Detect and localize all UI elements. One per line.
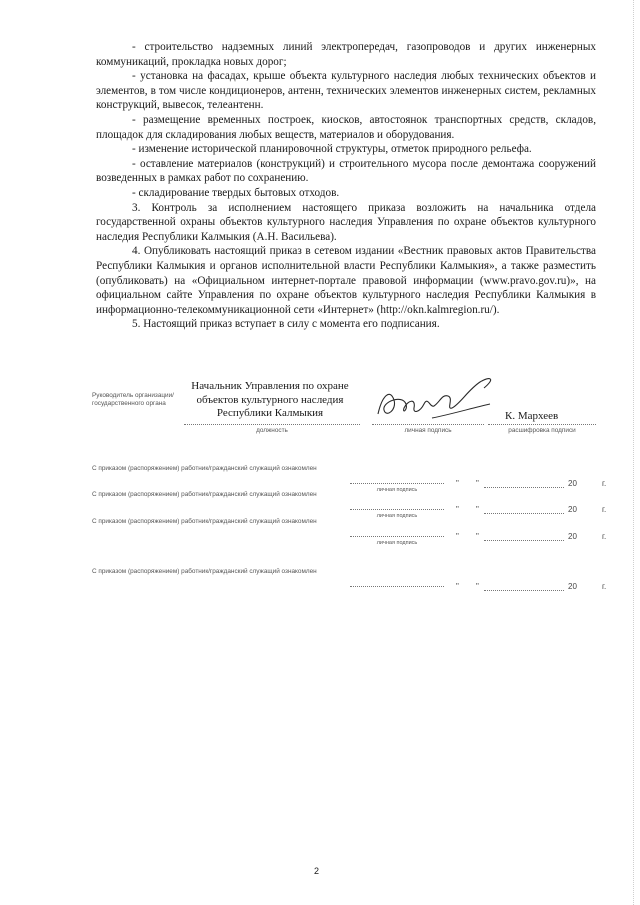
- page-number: 2: [314, 866, 320, 876]
- acknowledgement-label: С приказом (распоряжением) работник/гражданский служащий ознакомлен: [92, 465, 317, 472]
- ack-quote-close: ": [476, 582, 479, 591]
- handwritten-signature-icon: [372, 374, 502, 426]
- ack-year-suffix: г.: [602, 532, 607, 541]
- order-body-text: [96, 40, 596, 332]
- name-caption: расшифровка подписи: [508, 427, 576, 434]
- acknowledgement-row: [92, 568, 612, 598]
- signer-position: Начальник Управления по охране объектов культурного наследия Республики Калмыкия: [191, 380, 349, 419]
- ack-quote-close: ": [476, 505, 479, 514]
- ack-signature-line: [350, 586, 444, 587]
- ack-month-line: [484, 590, 564, 591]
- clause-4: 4. Опубликовать настоящий приказ в сетевом издании «Вестник правовых актов Правительства Республики Калмыкия и органов исполнительной власти Республики Калмыкия», а также разместить (опубликовать) на «Официальном интернет-портале правовой информации (www.pravo.gov.ru)», на официальном сайте Управления по охране объектов культурного наследия Республики Калмыкия в информационно-телекоммуникационной сети «Интернет» (http://okn.kalmregion.ru/).: [96, 245, 596, 316]
- acknowledgement-label: С приказом (распоряжением) работник/гражданский служащий ознакомлен: [92, 568, 317, 575]
- name-line: [488, 424, 596, 425]
- restriction-item-5: - оставление материалов (конструкций) и строительного мусора после демонтажа сооружений возведенных в рамках работ по сохранению.: [96, 157, 596, 185]
- ack-month-line: [484, 513, 564, 514]
- position-caption: должность: [256, 427, 288, 434]
- ack-quote-close: ": [476, 479, 479, 488]
- ack-year-suffix: г.: [602, 479, 607, 488]
- ack-signature-caption: личная подпись: [376, 513, 418, 519]
- restriction-item-3: - размещение временных построек, киосков, автостоянок транспортных средств, складов, площадок для складирования любых веществ, материалов и оборудования.: [96, 113, 596, 141]
- ack-year: 20: [568, 582, 577, 591]
- signature-line: [372, 424, 484, 425]
- ack-quote-open: ": [456, 479, 459, 488]
- ack-quote-open: ": [456, 505, 459, 514]
- ack-signature-line: [350, 509, 444, 510]
- restriction-item-1: - строительство надземных линий электропередач, газопроводов и других инженерных коммуникаций, прокладка новых дорог;: [96, 41, 596, 68]
- position-line: [184, 424, 360, 425]
- signer-name: К. Мархеев: [505, 410, 559, 422]
- ack-signature-line: [350, 536, 444, 537]
- signature-block: [0, 380, 640, 440]
- clause-3: 3. Контроль за исполнением настоящего приказа возложить на начальника отдела государственной охраны объектов культурного наследия Управления по охране объектов культурного наследия Республики Калмыкия (А.Н. Васильева).: [96, 201, 596, 243]
- ack-year-suffix: г.: [602, 505, 607, 514]
- ack-year-suffix: г.: [602, 582, 607, 591]
- acknowledgement-label: С приказом (распоряжением) работник/гражданский служащий ознакомлен: [92, 518, 317, 525]
- signer-role-caption: Руководитель организации/государственного органа: [92, 392, 174, 407]
- ack-signature-line: [350, 483, 444, 484]
- ack-year: 20: [568, 479, 577, 488]
- ack-month-line: [484, 540, 564, 541]
- ack-signature-caption: личная подпись: [376, 487, 418, 493]
- acknowledgement-row: [92, 518, 612, 548]
- ack-year: 20: [568, 505, 577, 514]
- signature-caption: личная подпись: [404, 427, 452, 434]
- ack-signature-caption: личная подпись: [376, 540, 418, 546]
- clause-5: 5. Настоящий приказ вступает в силу с момента его подписания.: [132, 318, 440, 331]
- restriction-item-4: - изменение исторической планировочной структуры, отметок природного рельефа.: [132, 143, 532, 156]
- ack-quote-open: ": [456, 582, 459, 591]
- acknowledgement-label: С приказом (распоряжением) работник/гражданский служащий ознакомлен: [92, 491, 317, 498]
- ack-year: 20: [568, 532, 577, 541]
- restriction-item-6: - складирование твердых бытовых отходов.: [132, 186, 340, 199]
- restriction-item-2: - установка на фасадах, крыше объекта культурного наследия любых технических объектов и элементов, в том числе кондиционеров, антенн, технических элементов инженерных систем, рекламных конструкций, вывесок, телеантенн.: [96, 70, 596, 112]
- ack-quote-close: ": [476, 532, 479, 541]
- ack-month-line: [484, 487, 564, 488]
- ack-quote-open: ": [456, 532, 459, 541]
- scan-edge-dots: [633, 0, 634, 905]
- acknowledgement-row: [92, 491, 612, 521]
